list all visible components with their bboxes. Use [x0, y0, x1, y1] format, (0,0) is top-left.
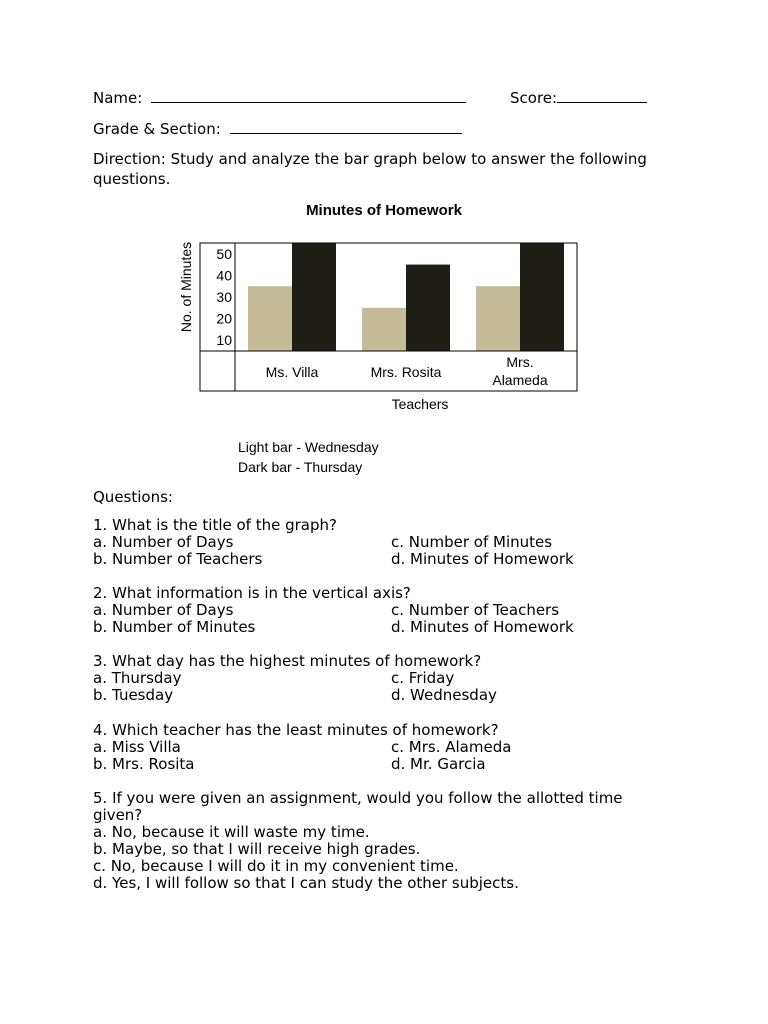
y-tick-label-30: 30	[216, 289, 232, 305]
y-axis-label: No. of Minutes	[178, 241, 194, 333]
score-blank[interactable]	[557, 88, 647, 103]
y-tick-label-10: 10	[216, 332, 232, 349]
question-3-option-d[interactable]: d. Wednesday	[391, 686, 497, 704]
legend-wednesday: Light bar - Wednesday	[238, 439, 379, 455]
question-4-text: 4. Which teacher has the least minutes of homework?	[93, 721, 499, 739]
score-row	[510, 88, 647, 107]
bar-thursday-2	[406, 265, 450, 351]
question-5-option-c[interactable]: c. No, because I will do it in my convenient time.	[93, 857, 459, 875]
question-2-option-b[interactable]: b. Number of Minutes	[93, 618, 256, 636]
name-row	[93, 88, 466, 107]
question-2-option-c[interactable]: c. Number of Teachers	[391, 601, 560, 619]
y-tick-label-50: 50	[216, 245, 232, 262]
bar-chart	[170, 235, 590, 420]
name-blank[interactable]	[151, 88, 466, 103]
question-3-text: 3. What day has the highest minutes of homework?	[93, 652, 482, 670]
question-1-option-b[interactable]: b. Number of Teachers	[93, 550, 263, 568]
question-1-option-c[interactable]: c. Number of Minutes	[391, 533, 553, 551]
question-4-option-d[interactable]: d. Mr. Garcia	[391, 755, 486, 773]
question-1-option-a[interactable]: a. Number of Days	[93, 533, 234, 551]
question-5-text-1: 5. If you were given an assignment, would you follow the allotted time	[93, 789, 623, 807]
question-4-option-a[interactable]: a. Miss Villa	[93, 738, 181, 756]
bar-wednesday-1	[248, 286, 292, 351]
question-4-option-c[interactable]: c. Mrs. Alameda	[391, 738, 512, 756]
x-tick-label-2: Mrs. Rosita	[370, 364, 442, 380]
question-5-option-a[interactable]: a. No, because it will waste my time.	[93, 823, 370, 841]
y-tick-label-40: 40	[216, 267, 232, 284]
grade-label: Grade & Section:	[93, 120, 221, 138]
question-5-text-2: given?	[93, 806, 143, 824]
question-1-option-d[interactable]: d. Minutes of Homework	[391, 550, 574, 568]
grade-row	[93, 119, 462, 138]
x-tick-label-3-line-1: Mrs.	[506, 354, 534, 370]
question-2-option-d[interactable]: d. Minutes of Homework	[391, 618, 574, 636]
direction-line-1: Direction: Study and analyze the bar graph below to answer the following	[93, 150, 647, 168]
x-tick-label-1: Ms. Villa	[265, 364, 319, 380]
question-4-option-b[interactable]: b. Mrs. Rosita	[93, 755, 195, 773]
question-5-option-b[interactable]: b. Maybe, so that I will receive high grades.	[93, 840, 421, 858]
direction-line-2: questions.	[93, 170, 171, 188]
question-3-option-b[interactable]: b. Tuesday	[93, 686, 174, 704]
question-5-option-d[interactable]: d. Yes, I will follow so that I can study the other subjects.	[93, 874, 519, 892]
chart-title: Minutes of Homework	[306, 202, 462, 219]
questions-label: Questions:	[93, 488, 173, 506]
bar-wednesday-2	[362, 308, 406, 351]
question-3-option-a[interactable]: a. Thursday	[93, 669, 182, 687]
bar-thursday-3	[520, 243, 564, 351]
bar-wednesday-3	[476, 286, 520, 351]
y-tick-label-20: 20	[216, 310, 232, 327]
x-tick-label-3-line-2: Alameda	[492, 372, 548, 388]
legend-thursday: Dark bar - Thursday	[238, 459, 363, 475]
question-1-text: 1. What is the title of the graph?	[93, 516, 337, 534]
question-2-text: 2. What information is in the vertical axis?	[93, 584, 411, 602]
bar-thursday-1	[292, 243, 336, 351]
question-3-option-c[interactable]: c. Friday	[391, 669, 455, 687]
question-2-option-a[interactable]: a. Number of Days	[93, 601, 234, 619]
x-axis-label: Teachers	[391, 396, 449, 412]
grade-blank[interactable]	[230, 119, 462, 134]
name-label: Name:	[93, 89, 143, 107]
score-label: Score:	[510, 89, 558, 107]
